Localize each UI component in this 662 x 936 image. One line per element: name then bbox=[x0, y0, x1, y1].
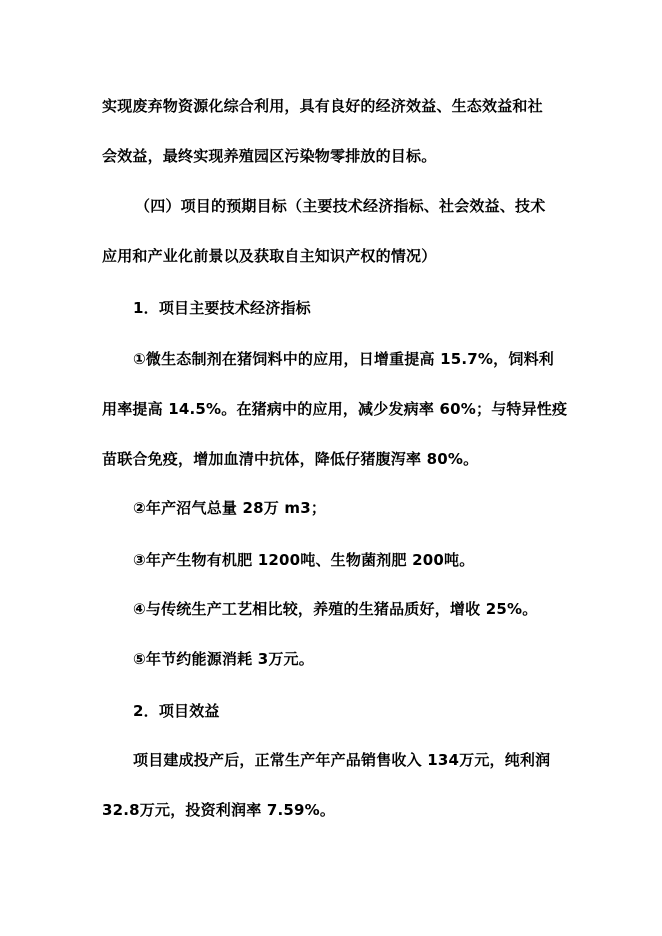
indicator-item: ②年产沼气总量 28万 m3； bbox=[133, 499, 327, 517]
section-heading: （四）项目的预期目标（主要技术经济指标、社会效益、技术 bbox=[135, 197, 546, 215]
paragraph-line: 苗联合免疫，增加血清中抗体，降低仔猪腹泻率 80%。 bbox=[102, 450, 479, 468]
section-heading-continued: 应用和产业化前景以及获取自主知识产权的情况） bbox=[102, 247, 437, 265]
indicator-item: ③年产生物有机肥 1200吨、生物菌剂肥 200吨。 bbox=[133, 551, 475, 569]
paragraph-line: 32.8万元，投资利润率 7.59%。 bbox=[102, 801, 336, 819]
paragraph-line: 会效益，最终实现养殖园区污染物零排放的目标。 bbox=[102, 147, 437, 165]
indicator-item: ①微生态制剂在猪饲料中的应用，日增重提高 15.7%，饲料利 bbox=[133, 350, 554, 368]
subsection-heading: 1．项目主要技术经济指标 bbox=[133, 299, 311, 317]
paragraph-line: 用率提高 14.5%。在猪病中的应用，减少发病率 60%；与特异性疫 bbox=[102, 400, 568, 418]
indicator-item: ⑤年节约能源消耗 3万元。 bbox=[133, 650, 314, 668]
paragraph-line: 实现废弃物资源化综合利用，具有良好的经济效益、生态效益和社 bbox=[102, 97, 543, 115]
paragraph-line: 项目建成投产后，正常生产年产品销售收入 134万元，纯利润 bbox=[133, 751, 551, 769]
subsection-heading: 2．项目效益 bbox=[133, 702, 220, 720]
indicator-item: ④与传统生产工艺相比较，养殖的生猪品质好，增收 25%。 bbox=[133, 600, 538, 618]
